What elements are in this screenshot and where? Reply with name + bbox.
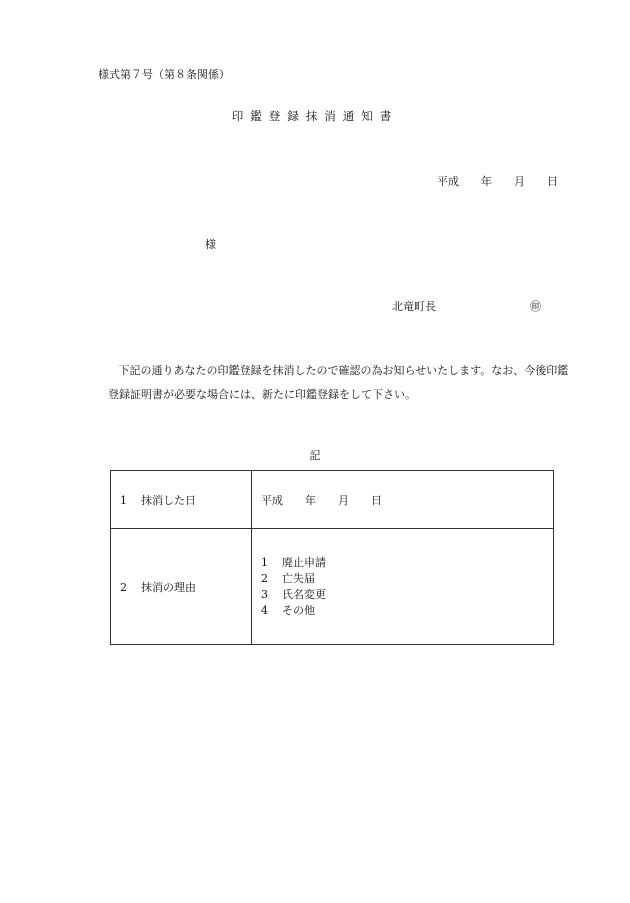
reason-number: 2 xyxy=(261,571,268,585)
row-number: 2 xyxy=(120,580,127,594)
cancel-date-era: 平成 xyxy=(261,493,283,507)
date-month: 月 xyxy=(514,175,525,188)
date-era: 平成 xyxy=(437,175,459,188)
notice-body-text: 下記の通りあなたの印鑑登録を抹消したので確認の為お知らせいたします。なお、今後印鑑登録証明書が必要な場合には、新たに印鑑登録をして下さい。 xyxy=(108,364,569,401)
reason-text: 氏名変更 xyxy=(282,587,326,601)
record-table xyxy=(110,470,554,645)
reason-list xyxy=(252,529,554,645)
row-label-cancel-date xyxy=(111,471,252,529)
row-label-cancel-reason xyxy=(111,529,252,645)
table-row xyxy=(111,471,554,529)
cancel-date-cell xyxy=(252,471,554,529)
addressee-suffix: 様 xyxy=(205,238,216,251)
cancel-date-day: 日 xyxy=(371,493,382,507)
list-item xyxy=(261,571,553,587)
list-item xyxy=(261,603,553,619)
form-number: 様式第７号（第８条関係） xyxy=(98,68,230,81)
reason-text: その他 xyxy=(282,603,315,617)
list-item xyxy=(261,555,553,571)
date-year: 年 xyxy=(481,175,492,188)
seal-mark: ㊞ xyxy=(530,300,541,313)
reason-text: 廃止申請 xyxy=(282,555,326,569)
reason-number: 4 xyxy=(261,603,268,617)
cancel-date-month: 月 xyxy=(338,493,349,507)
issue-date xyxy=(437,173,558,189)
notice-body xyxy=(108,359,570,407)
date-day: 日 xyxy=(547,175,558,188)
cancel-date-year: 年 xyxy=(305,493,316,507)
ki-heading: 記 xyxy=(309,449,321,462)
reason-number: 1 xyxy=(261,555,268,569)
list-item xyxy=(261,587,553,603)
row-label: 抹消した日 xyxy=(141,493,196,507)
row-label: 抹消の理由 xyxy=(141,580,196,594)
row-number: 1 xyxy=(120,493,127,507)
table-row xyxy=(111,529,554,645)
reason-text: 亡失届 xyxy=(282,571,315,585)
reason-number: 3 xyxy=(261,587,268,601)
document-title: 印鑑登録抹消通知書 xyxy=(231,109,399,123)
issuer-name: 北竜町長 xyxy=(392,300,436,313)
